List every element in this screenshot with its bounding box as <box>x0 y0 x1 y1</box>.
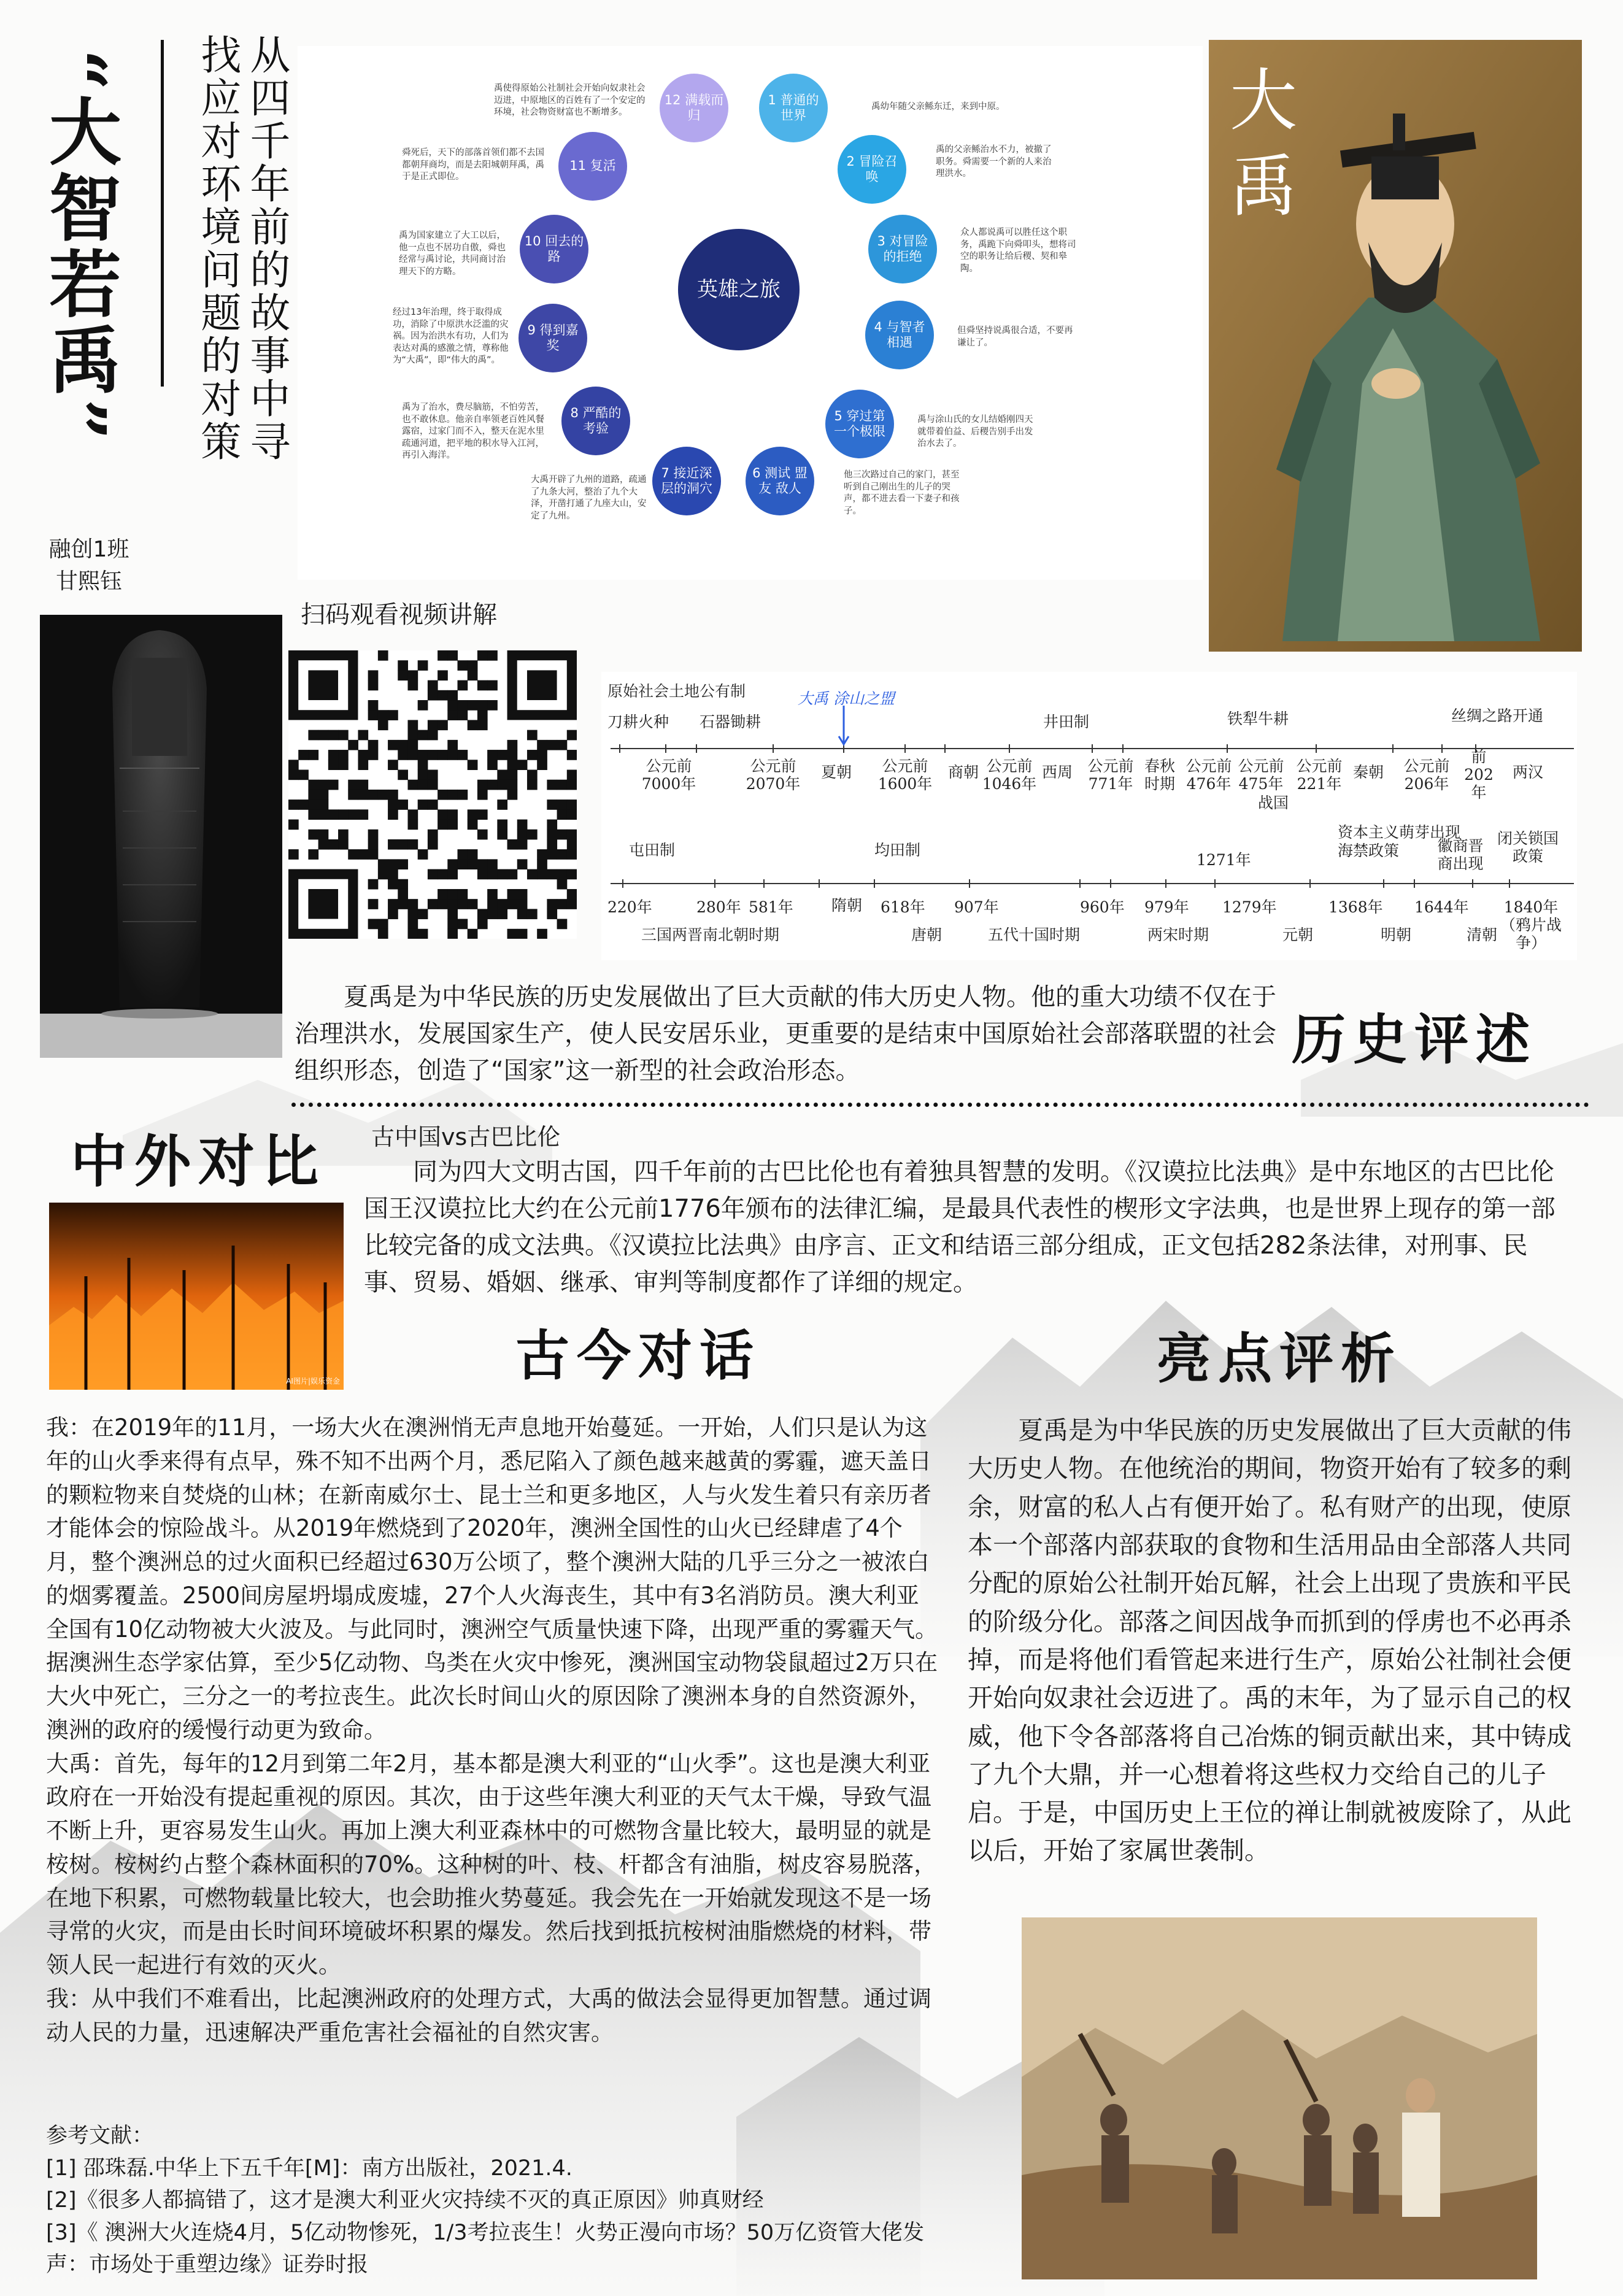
history-timeline <box>601 672 1577 960</box>
node-7-text: 大禹开辟了九州的道路，疏通了九条大河，整治了九个大泽，开凿打通了九座大山，安定了九州。 <box>531 475 647 521</box>
portrait-label: 大禹 <box>1219 64 1297 236</box>
node-10-text: 禹为国家建立了大工以后，他一点也不居功自傲，舜也经常与禹讨论，共同商讨治理天下的方略。 <box>399 231 506 277</box>
node-2: 2 冒险召唤 <box>838 135 906 204</box>
qr-label: 扫码观看视频讲解 <box>301 601 497 629</box>
tl-mark-2070bc: 公元前2070年 <box>746 757 801 793</box>
forest-fire-image <box>49 1203 344 1390</box>
history-review-body: 夏禹是为中华民族的历史发展做出了巨大贡献的伟大历史人物。他的重大功绩不仅在于治理洪水，发展国家生产，使人民安居乐业，更重要的是结束中国原始社会部落联盟的社会组织形态，创造了“国家”这一新型的社会政治形态。 <box>295 983 1276 1085</box>
hero-journey-diagram <box>298 46 1203 580</box>
reference-2: [2]《很多人都搞错了，这才是澳大利亚火灾持续不灭的真正原因》帅真财经 <box>46 2188 764 2213</box>
tl-mark-476bc: 公元前476年 <box>1185 757 1232 793</box>
tl-mark-1046bc: 公元前1046年 <box>982 757 1037 793</box>
tl-mark-979: 979年 <box>1144 898 1189 916</box>
tl-mark-581: 581年 <box>749 898 793 916</box>
tl-mark-shang: 商朝 <box>948 763 979 781</box>
tl-r1-silk-road: 丝绸之路开通 <box>1451 707 1544 725</box>
tl-period-song: 两宋时期 <box>1147 926 1209 944</box>
node-12-text: 禹使得原始公社制社会开始向奴隶社会迈进，中原地区的百姓有了一个安定的环境，社会物资财富也不断增多。 <box>494 83 646 118</box>
tl-mark-475bc: 公元前475年 <box>1238 757 1284 793</box>
tl-mark-7000bc: 公元前7000年 <box>641 757 696 793</box>
tl-period-ming: 明朝 <box>1381 926 1412 944</box>
tl-mark-221bc: 公元前221年 <box>1296 757 1343 793</box>
node-8-text: 禹为了治水，费尽脑筋，不怕劳苦，也不敢休息。他亲自率领老百姓风餐露宿，过家门而不入，整天在泥水里疏通河道，把平地的积水导入江河，再引入海洋。 <box>402 403 544 461</box>
tl-mark-1644: 1644年 <box>1414 898 1469 916</box>
tl-r2-1271: 1271年 <box>1197 851 1251 869</box>
main-title: “大智若禹” <box>37 49 122 444</box>
tl-mark-qin: 秦朝 <box>1353 763 1384 781</box>
tl-mark-sui: 隋朝 <box>831 896 863 914</box>
tl-mark-202bc: 前202年 <box>1464 748 1494 801</box>
dialogue-p2: 大禹：首先，每年的12月到第二年2月，基本都是澳大利亚的“山火季”。这也是澳大利亚政府在一开始没有提起重视的原因。其次，由于这些年澳大利亚的天气太干燥，导致气温不断上升，更容易发生山火。再加上澳大利亚森林中的可燃物含量比较大，最明显的就是桉树。桉树约占整个森林面积的70%。这种树的叶、枝、杆都含有油脂，树皮容易脱落，在地下积累，可燃物载量比较大，也会助推火势蔓延。我会先在一开始就发现这不是一场寻常的火灾，而是由长时间环境破坏积累的爆发。然后找到抵抗桉树油脂燃烧的材料，带领人民一起进行有效的灭火。 <box>46 1750 937 1978</box>
tl-mark-xia: 夏朝 <box>821 763 852 781</box>
tl-period-three-kingdoms: 三国两晋南北朝时期 <box>641 926 780 944</box>
node-3: 3 对冒险的拒绝 <box>868 215 937 283</box>
flood-control-painting <box>1022 1917 1537 2279</box>
history-review-text <box>295 979 1282 1089</box>
subtitle-col-2: 找应对环境问题的对策 <box>193 34 241 463</box>
highlight-text <box>968 1411 1581 1870</box>
tl-mark-1600bc: 公元前1600年 <box>877 757 933 793</box>
tl-mark-spring-autumn: 春秋时期 <box>1144 757 1175 793</box>
section-divider <box>291 1103 1589 1107</box>
dialogue-p1: 我：在2019年的11月，一场大火在澳洲悄无声息地开始蔓延。一开始，人们只是认为这年的山火季来得有点早，殊不知不出两个月，悉尼陷入了颜色越来越黄的雾霾，遮天盖日的颗粒物来自焚烧的山林；在新南威尔士、昆士兰和更多地区，人与火发生着只有亲历者才能体会的惊险战斗。从2019年燃烧到了2020年，澳洲全国性的山火已经肆虐了4个月，整个澳洲总的过火面积已经超过630万公顷了，整个澳洲大陆的几乎三分之一被浓白的烟雾覆盖。2500间房屋坍塌成废墟，27个人火海丧生，其中有3名消防员。澳大利亚全国有10亿动物被大火波及。与此同时，澳洲空气质量快速下降，出现严重的雾霾天气。据澳洲生态学家估算，至少5亿动物、鸟类在火灾中惨死，澳洲国宝动物袋鼠超过2万只在大火中死亡，三分之一的考拉丧生。此次长时间山火的原因除了澳洲本身的自然资源外，澳洲的政府的缓慢行动更为致命。 <box>46 1414 938 1743</box>
tl-mark-206bc: 公元前206年 <box>1403 757 1450 793</box>
node-6-text: 他三次路过自己的家门，甚至听到自己刚出生的儿子的哭声，都不进去看一下妻子和孩子。 <box>844 470 960 516</box>
tl-mark-han: 两汉 <box>1513 763 1544 781</box>
history-review-title: 历史评述 <box>1292 1007 1538 1071</box>
node-2-text: 禹的父亲鲧治水不力，被撤了职务。舜需要一个新的人来治理洪水。 <box>936 145 1052 179</box>
comparison-text <box>364 1154 1557 1301</box>
tl-mark-1368: 1368年 <box>1328 898 1383 916</box>
references-heading: 参考文献： <box>46 2124 154 2148</box>
comparison-body: 同为四大文明古国，四千年前的古巴比伦也有着独具智慧的发明。《汉谟拉比法典》是中东地区的古巴比伦国王汉谟拉比大约在公元前1776年颁布的法律汇编，是最具代表性的楔形文字法典，也是世界上现存的第一部比较完备的成文法典。《汉谟拉比法典》由序言、正文和结语三部分组成，正文包括282条法律，对刑事、民事、贸易、婚姻、继承、审判等制度都作了详细的规定。 <box>364 1158 1556 1296</box>
tl-annotation: 大禹 涂山之盟 <box>798 690 895 707</box>
tl-r2-merchants: 徽商晋商出现 <box>1437 837 1484 873</box>
node-1: 1 普通的世界 <box>759 74 828 142</box>
hero-journey-center: 英雄之旅 <box>678 229 800 350</box>
author-block <box>37 534 141 598</box>
node-12: 12 满载而归 <box>660 74 728 142</box>
dialogue-text <box>46 1411 939 2049</box>
hammurabi-stele-image <box>40 615 282 1058</box>
tl-r2-tuntian: 屯田制 <box>629 841 676 859</box>
tl-period-qing: 清朝 <box>1467 926 1498 944</box>
node-7: 7 接近深层的洞穴 <box>652 447 721 515</box>
node-5-text: 禹与涂山氏的女儿结婚刚四天就带着伯益、后稷告别手出发治水去了。 <box>917 415 1033 449</box>
node-4: 4 与智者相遇 <box>865 301 934 369</box>
tl-r1-iron-plough: 铁犁牛耕 <box>1227 710 1289 728</box>
node-9: 9 得到嘉奖 <box>519 304 587 372</box>
tl-period-five-dynasties: 五代十国时期 <box>988 926 1081 944</box>
tl-r2-juntian: 均田制 <box>874 841 921 859</box>
tl-r1-primitive: 原始社会土地公有制 <box>607 682 746 700</box>
tl-r1-stone-hoe: 石器锄耕 <box>700 713 761 731</box>
tl-mark-1279: 1279年 <box>1222 898 1277 916</box>
subtitle-col-1: 从四千年前的故事中寻 <box>242 34 290 463</box>
tl-r1-slash-burn: 刀耕火种 <box>607 713 669 731</box>
comparison-subtitle: 古中国vs古巴比伦 <box>371 1123 561 1150</box>
reference-3: [3]《 澳洲大火连烧4月，5亿动物惨死，1/3考拉丧生！火势正漫向市场？50万亿资管大佬发声：市场处于重塑边缘》证券时报 <box>46 2220 925 2277</box>
tl-mark-1840: 1840年（鸦片战争） <box>1500 898 1562 952</box>
qr-pattern <box>288 650 577 939</box>
tl-mark-907: 907年 <box>954 898 999 916</box>
tl-mark-280: 280年 <box>696 898 741 916</box>
references <box>46 2120 942 2281</box>
node-5: 5 穿过第一个极限 <box>825 390 894 458</box>
node-11: 11 复活 <box>558 132 627 201</box>
fire-image-caption: AI图片|娱乐资金 <box>286 1377 340 1385</box>
tl-r2-sea-ban: 海禁政策 <box>1338 842 1400 860</box>
author-name: 甘熙钰 <box>55 569 122 595</box>
tl-mark-western-zhou: 西周 <box>1042 763 1073 781</box>
tl-r1-well-field: 井田制 <box>1043 713 1090 731</box>
tl-mark-220: 220年 <box>607 898 652 916</box>
highlight-body: 夏禹是为中华民族的历史发展做出了巨大贡献的伟大历史人物。在他统治的期间，物资开始有了较多的剩余，财富的私人占有便开始了。私有财产的出现，使原本一个部落内部获取的食物和生活用品由全部落人共同分配的原始公社制开始瓦解，社会上出现了贵族和平民的阶级分化。部落之间因战争而抓到的俘虏也不必再杀掉，而是将他们看管起来进行生产，原始公社制社会便开始向奴隶社会迈进了。禹的末年，为了显示自己的权威，他下令各部落将自己冶炼的铜贡献出来，其中铸成了九个大鼎，并一心想着将这些权力交给自己的儿子启。于是，中国历史上王位的禅让制就被废除了，从此以后，开始了家属世袭制。 <box>968 1416 1571 1866</box>
highlight-title: 亮点评析 <box>1157 1327 1403 1390</box>
tl-mark-warring: 战国 <box>1258 794 1289 812</box>
tl-period-tang: 唐朝 <box>911 926 943 944</box>
tl-mark-771bc: 公元前771年 <box>1087 757 1134 793</box>
qr-code[interactable] <box>288 650 577 939</box>
node-3-text: 众人都说禹可以胜任这个职务，禹跪下向舜叩头，想将司空的职务让给后稷、契和皋陶。 <box>960 228 1076 274</box>
tl-mark-618: 618年 <box>881 898 925 916</box>
tl-period-yuan: 元朝 <box>1282 926 1314 944</box>
node-11-text: 舜死后，天下的部落首领们都不去国都朝拜商均，而是去阳城朝拜禹，禹于是正式即位。 <box>402 148 544 182</box>
tl-r2-capitalism: 资本主义萌芽出现 <box>1338 823 1461 841</box>
node-1-text: 禹幼年随父亲鲧东迁，来到中原。 <box>871 102 1005 112</box>
tl-r2-closed-door: 闭关锁国政策 <box>1497 830 1559 865</box>
node-8: 8 严酷的考验 <box>561 387 630 455</box>
tl-mark-960: 960年 <box>1080 898 1125 916</box>
node-10: 10 回去的路 <box>520 215 588 283</box>
title-divider <box>161 40 164 387</box>
comparison-title: 中外对比 <box>71 1128 326 1195</box>
class-name: 融创1班 <box>48 537 129 562</box>
dayu-portrait <box>1209 40 1582 652</box>
node-4-text: 但舜坚持说禹很合适，不要再谦让了。 <box>957 326 1073 348</box>
reference-1: [1] 邵珠磊.中华上下五千年[M]：南方出版社，2021.4. <box>46 2155 572 2181</box>
node-9-text: 经过13年治理，终于取得成功，消除了中原洪水泛滥的灾祸。因为治洪水有功，人们为表达对禹的感激之情，尊称他为“大禹”，即“伟大的禹”。 <box>393 307 509 366</box>
dialogue-title: 古今对话 <box>515 1323 761 1387</box>
dialogue-p3: 我：从中我们不难看出，比起澳洲政府的处理方式，大禹的做法会显得更加智慧。通过调动人民的力量，迅速解决严重危害社会福祉的自然灾害。 <box>46 1985 931 2046</box>
node-6: 6 测试 盟友 敌人 <box>746 447 814 515</box>
